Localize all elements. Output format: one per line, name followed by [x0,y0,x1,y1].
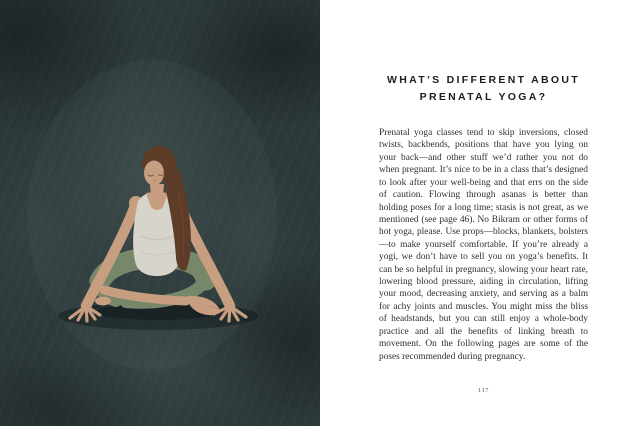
face [144,161,164,186]
left-foot [95,297,111,306]
neck [150,184,164,198]
body-text: Prenatal yoga classes tend to skip inversions, closed twists, backbends, positions that have you lying on your back—and other stuff we’d rather you not do when pregnant. It’s nice to be in a class that’s designed to look after your well-being and that errs on the side of caution. Flowing through asanas is better than holding poses for a long time; stasis is not great, as we mentioned (see page 46). No Bikram or other forms of hot yoga, please. Use props—blocks, blankets, bolsters—to make yourself comfortable. If you’re already a yogi, we don’t have to sell you on yoga’s benefits. It can be so helpful in pregnancy, slowing your heart rate, lowering blood pressure, aiding in circulation, lifting your mood, decreasing anxiety, and serving as a balm for achy joints and muscles. You might miss the bliss of headstands, but you can still enjoy a whole-body practice and all the benefits of linking breath to movement. On the following pages are some of the poses recommended during pregnancy. [379,128,588,362]
page-number: 117 [477,387,490,394]
title-line-2: PRENATAL YOGA? [419,91,548,103]
title-line-1: WHAT’S DIFFERENT ABOUT [387,74,580,86]
chapter-title [369,72,598,106]
text-page [320,0,640,426]
